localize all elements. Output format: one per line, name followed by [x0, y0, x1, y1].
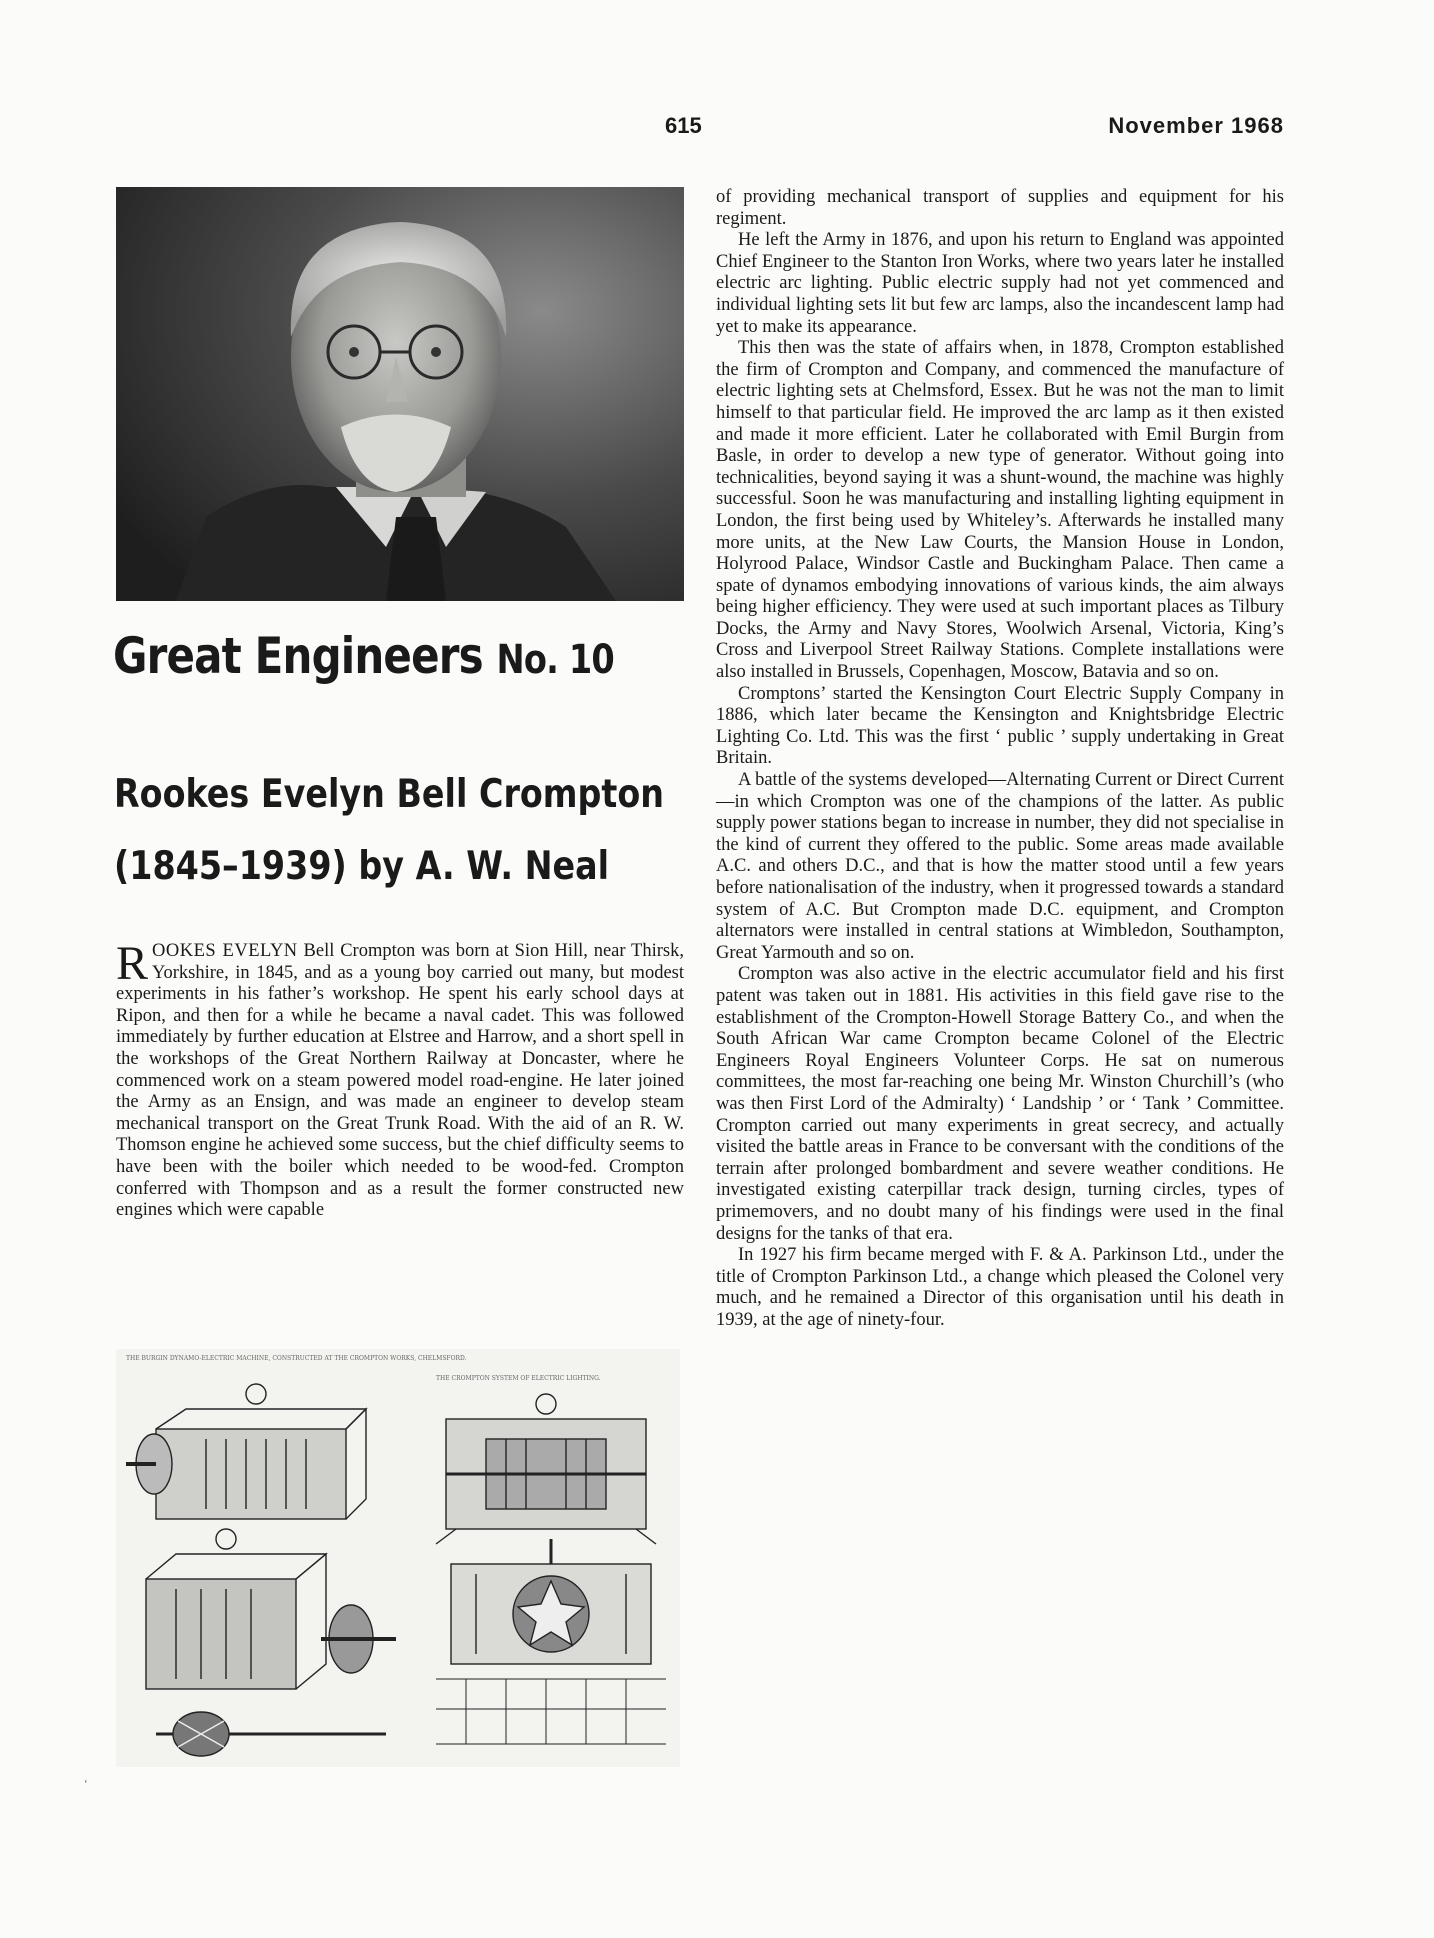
article-title-text: Great Engineers	[113, 627, 497, 685]
right-column	[716, 187, 1284, 1331]
dynamo-engraving-1	[126, 1384, 366, 1519]
article-subtitle	[114, 759, 678, 903]
paragraph: A battle of the systems developed—Alternating Current or Direct Current—in which Crompton was one of the champions of the latter. As public supply power stations began to increase in number, they did not specialise in the kind of current they offered to the public. Some areas made available A.C. and others D.C., and that is how the matter stood until a few years before nationalisation of the industry, when it progressed towards a standard system of A.C. But Crompton made D.C. equipment, and Crompton alternators were installed in central stations at Wimbledon, Southampton, Great Yarmouth and so on.	[716, 770, 1284, 963]
engraving-drawings	[116, 1349, 680, 1767]
paragraph: Cromptons’ started the Kensington Court Electric Supply Company in 1886, which later became the Kensington and Knightsbridge Electric Lighting Co. Ltd. This was the first ‘ public ’ supply undertaking in Great Britain.	[716, 683, 1284, 769]
wiring-diagram-engraving	[436, 1679, 666, 1744]
lead-in-caps: OOKES EVELYN	[152, 941, 298, 961]
left-column	[116, 937, 684, 1222]
subtitle-line-1: Rookes Evelyn Bell Crompton	[114, 772, 665, 817]
article-title	[113, 627, 614, 685]
portrait-photo	[116, 187, 684, 601]
paragraph: He left the Army in 1876, and upon his return to England was appointed Chief Engineer to the Stanton Iron Works, where two years later he installed electric arc lighting. Public electric supply had not yet commenced and individual lighting sets lit but few arc lamps, also the incandescent lamp had yet to make its appearance.	[716, 230, 1284, 337]
opening-paragraph-text: Bell Crompton was born at Sion Hill, near Thirsk, Yorkshire, in 1845, and as a young boy carried out many, but modest experiments in his father’s workshop. He spent his early school days at Ripon, and then for a while he became a naval cadet. This was followed immediately by further education at Elstree and Harrow, and a short spell in the workshops of the Great Northern Railway at Doncaster, where he commenced work on a steam powered model road-engine. He later joined the Army as an Ensign, and was made an engineer to develop steam mechanical transport on the Great Trunk Road. With the aid of an R. W. Thomson engine he achieved some success, but the chief difficulty seems to have been with the boiler which needed to be wood-fed. Crompton conferred with Thompson and as a result the former constructed new engines which were capable	[116, 941, 684, 1221]
plate-caption-right: THE CROMPTON SYSTEM OF ELECTRIC LIGHTING.	[436, 1375, 601, 1382]
dynamo-engravings	[116, 1349, 680, 1767]
margin-mark: ‘	[84, 1778, 88, 1790]
article-title-number: No. 10	[496, 637, 614, 683]
drop-cap: R	[116, 937, 149, 990]
dynamo-engraving-4	[451, 1539, 651, 1664]
issue-date: November 1968	[1108, 113, 1284, 138]
paragraph: In 1927 his firm became merged with F. & A. Parkinson Ltd., under the title of Crompton Parkinson Ltd., a change which pleased the Colonel very much, and he remained a Director of this organisation until his death in 1939, at the age of ninety-four.	[716, 1245, 1284, 1330]
paragraph: Crompton was also active in the electric accumulator field and his first patent was taken out in 1881. His activities in this field gave rise to the establishment of the Crompton-Howell Storage Battery Co., and when the South African War came Crompton became Colonel of the Electric Engineers Royal Engineers Volunteer Corps. He sat on numerous committees, the most far-reaching one being Mr. Winston Churchill’s (who was then First Lord of the Admiralty) ‘ Landship ’ or ‘ Tank ’ Committee. Crompton carried out many experiments in great secrecy, and actually visited the battle areas in France to be conversant with the conditions of the terrain after prolonged bombardment and severe weather conditions. He investigated existing caterpillar track design, turning circles, types of primemovers, and no doubt many of his findings were used in the final designs for the tanks of that era.	[716, 964, 1284, 1244]
page-number: 615	[665, 113, 702, 138]
opening-paragraph	[116, 937, 684, 1222]
paragraph: This then was the state of affairs when, in 1878, Crompton established the firm of Crompton and Company, and commenced the manufacture of electric lighting sets at Chelmsford, Essex. But he was not the man to limit himself to that particular field. He improved the arc lamp as it then existed and made it more efficient. Later he collaborated with Emil Burgin from Basle, in order to develop a new type of generator. Without going into technicalities, beyond saying it was a shunt-wound, the machine was highly successful. Soon he was manufacturing and installing lighting equipment in London, the first being used by Whiteley’s. Afterwards he installed many more units, at the New Law Courts, the Mansion House in London, Holyrood Palace, Windsor Castle and Buckingham Palace. Then came a spate of dynamos embodying innovations of various kinds, the aim always being higher efficiency. They were used at such important places as Tilbury Docks, the Army and Navy Stores, Woolwich Arsenal, Victoria, King’s Cross and Liverpool Street Railway Stations. Complete installations were also installed in Brussels, Copenhagen, Moscow, Batavia and so on.	[716, 338, 1284, 683]
dynamo-engraving-3	[146, 1529, 396, 1689]
armature-engraving	[156, 1712, 386, 1756]
subtitle-line-2: (1845–1939) by A. W. Neal	[114, 844, 610, 889]
paragraph: of providing mechanical transport of supplies and equipment for his regiment.	[716, 187, 1284, 229]
plate-caption-left: THE BURGIN DYNAMO-ELECTRIC MACHINE, CONSTRUCTED AT THE CROMPTON WORKS, CHELMSFORD.	[126, 1355, 467, 1362]
dynamo-engraving-2	[436, 1394, 656, 1544]
